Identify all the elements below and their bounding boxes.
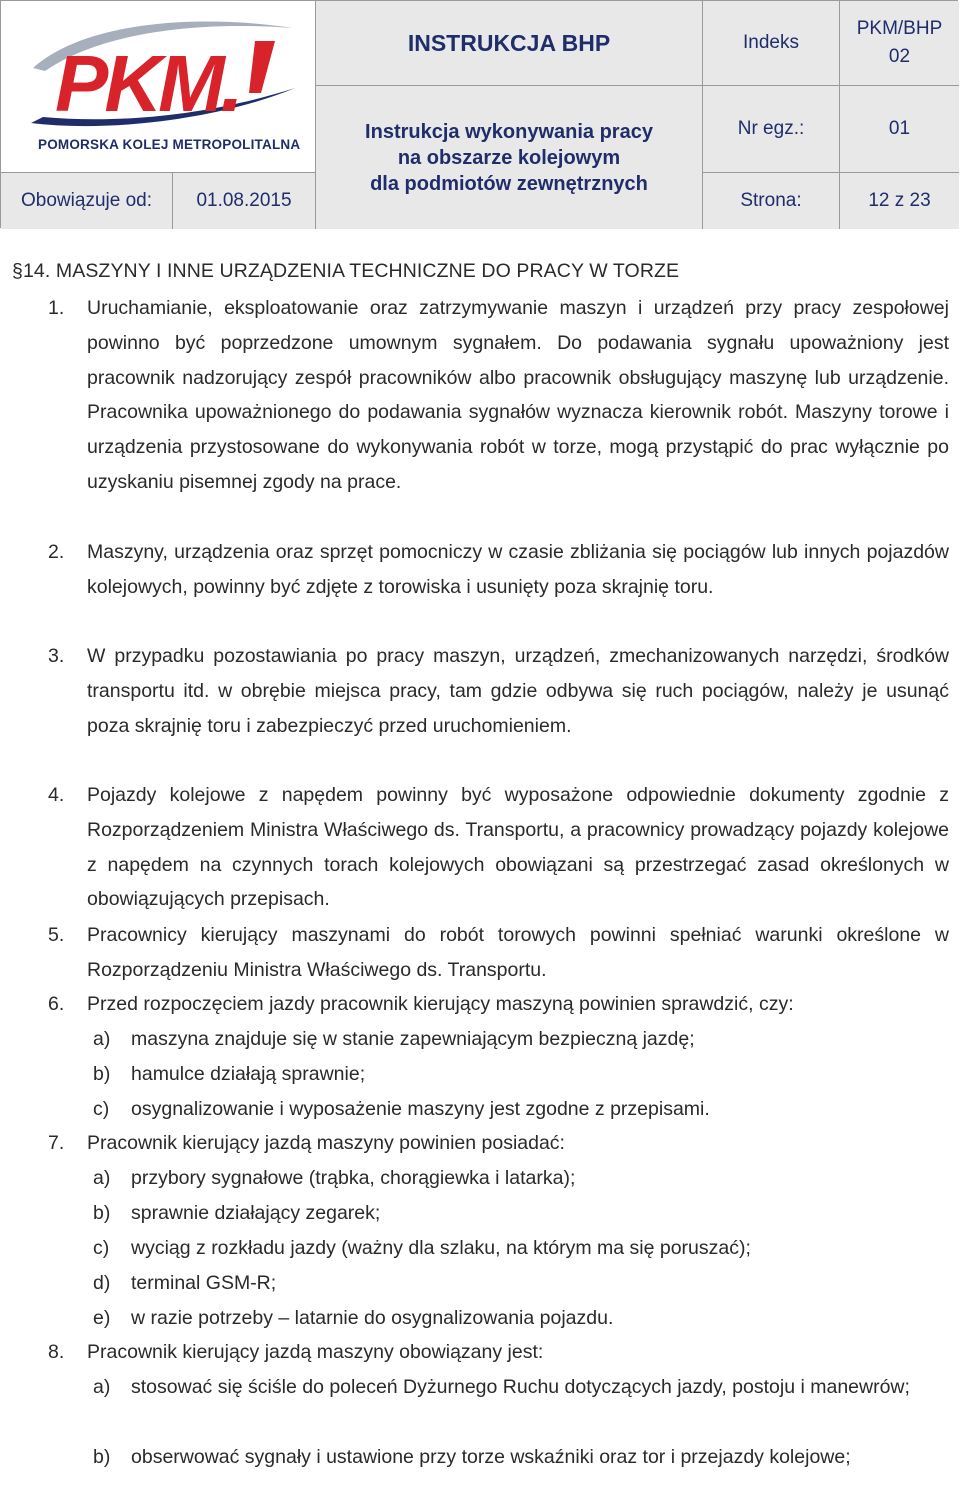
sub-item-text: wyciąg z rozkładu jazdy (ważny dla szlaku, na którym ma się poruszać); xyxy=(131,1237,751,1259)
item-number: 5. xyxy=(48,924,65,946)
sub-item-letter: b) xyxy=(93,1202,111,1224)
document-subtitle xyxy=(316,86,703,229)
document-title: INSTRUKCJA BHP xyxy=(316,1,703,86)
sub-item-letter: b) xyxy=(93,1063,111,1085)
subtitle-line-2: na obszarze kolejowym xyxy=(397,146,621,169)
sub-item-text: obserwować sygnały i ustawione przy torze wskaźniki oraz tor i przejazdy kolejowe; xyxy=(131,1446,851,1468)
sub-item-letter: e) xyxy=(93,1307,111,1329)
item-number: 7. xyxy=(48,1132,65,1154)
item-number: 2. xyxy=(48,541,65,563)
sub-item-letter: b) xyxy=(93,1446,111,1468)
sub-item-letter: c) xyxy=(93,1237,110,1259)
sub-item-text: terminal GSM-R; xyxy=(131,1272,277,1294)
item-text: W przypadku pozostawiania po pracy maszyn, urządzeń, zmechanizowanych narzędzi, środków transportu itd. w obrębie miejsca pracy, tam gdzie odbywa się ruch pociągów, należy je usunąć poza skrajnię toru i zabezpieczyć przed uruchomieniem. xyxy=(87,645,949,737)
sub-item-letter: a) xyxy=(93,1167,111,1189)
sub-item-text: sprawnie działający zegarek; xyxy=(131,1202,381,1224)
sub-item-text: przybory sygnałowe (trąbka, chorągiewka i latarka); xyxy=(131,1167,576,1189)
logo-cell xyxy=(1,1,316,173)
item-text: Pracownicy kierujący maszynami do robót torowych powinni spełniać warunki określone w Rozporządzeniu Ministra Właściwego ds. Transportu. xyxy=(87,924,949,981)
item-text: Przed rozpoczęciem jazdy pracownik kierujący maszyną powinien sprawdzić, czy: xyxy=(87,993,794,1015)
sub-item-letter: a) xyxy=(93,1376,111,1398)
nr-egz-label: Nr egz.: xyxy=(703,86,840,173)
item-number: 6. xyxy=(48,993,65,1015)
valid-from-value: 01.08.2015 xyxy=(173,173,316,229)
indeks-value-line1: PKM/BHP xyxy=(856,18,943,39)
sub-item-text: osygnalizowanie i wyposażenie maszyny jest zgodne z przepisami. xyxy=(131,1098,710,1120)
item-number: 4. xyxy=(48,784,65,806)
svg-text:PKM: PKM xyxy=(55,38,221,128)
item-text: Maszyny, urządzenia oraz sprzęt pomocniczy w czasie zbliżania się pociągów lub innych pojazdów kolejowych, powinny być zdjęte z torowiska i usunięty poza skrajnię toru. xyxy=(87,541,949,598)
indeks-value-line2: 02 xyxy=(888,46,911,67)
sub-item-letter: a) xyxy=(93,1028,111,1050)
item-number: 3. xyxy=(48,645,65,667)
sub-item-text: maszyna znajduje się w stanie zapewniającym bezpieczną jazdę; xyxy=(131,1028,695,1050)
item-text: Pojazdy kolejowe z napędem powinny być wyposażone odpowiednie dokumenty zgodnie z Rozporządzeniem Ministra Właściwego ds. Transportu, a pracownicy prowadzący pojazdy kolejowe z napędem na czynnych torach kolejowych obowiązani są przestrzegać zasad określonych w obowiązujących przepisach. xyxy=(87,784,949,911)
sub-item-letter: c) xyxy=(93,1098,110,1120)
valid-from-label: Obowiązuje od: xyxy=(1,173,173,229)
item-number: 8. xyxy=(48,1341,65,1363)
indeks-value xyxy=(840,1,959,86)
subtitle-line-1: Instrukcja wykonywania pracy xyxy=(365,120,653,143)
pkm-logo xyxy=(8,7,308,167)
page-value: 12 z 23 xyxy=(840,173,959,229)
sub-item-text: stosować się ściśle do poleceń Dyżurnego Ruchu dotyczących jazdy, postoju i manewrów; xyxy=(131,1376,910,1398)
subtitle-line-3: dla podmiotów zewnętrznych xyxy=(370,172,648,195)
item-text: Pracownik kierujący jazdą maszyny obowiązany jest: xyxy=(87,1341,544,1363)
document-header xyxy=(0,0,958,228)
nr-egz-value: 01 xyxy=(840,86,959,173)
sub-item-text: hamulce działają sprawnie; xyxy=(131,1063,366,1085)
page-label: Strona: xyxy=(703,173,840,229)
pkm-logo-icon xyxy=(23,13,303,138)
sub-item-letter: d) xyxy=(93,1272,111,1294)
item-text: Pracownik kierujący jazdą maszyny powinien posiadać: xyxy=(87,1132,565,1154)
item-text: Uruchamianie, eksploatowanie oraz zatrzymywanie maszyn i urządzeń przy pracy zespołowej powinno być poprzedzone umownym sygnałem. Do podawania sygnału upoważniony jest pracownik nadzorujący zespół pracowników albo pracownik obsługujący maszynę lub urządzenie. Pracownika upoważnionego do podawania sygnałów wyznacza kierownik robót. Maszyny torowe i urządzenia przystosowane do wykonywania robót w torze, mogą przystąpić do prac wyłącznie po uzyskaniu pisemnej zgody na prace. xyxy=(87,297,949,493)
sub-item-text: w razie potrzeby – latarnie do osygnalizowania pojazdu. xyxy=(131,1307,614,1329)
item-number: 1. xyxy=(48,297,65,319)
logo-subtitle: POMORSKA KOLEJ METROPOLITALNA xyxy=(38,136,301,152)
indeks-label: Indeks xyxy=(703,1,840,86)
section-title: §14. MASZYNY I INNE URZĄDZENIA TECHNICZNE DO PRACY W TORZE xyxy=(12,260,680,282)
